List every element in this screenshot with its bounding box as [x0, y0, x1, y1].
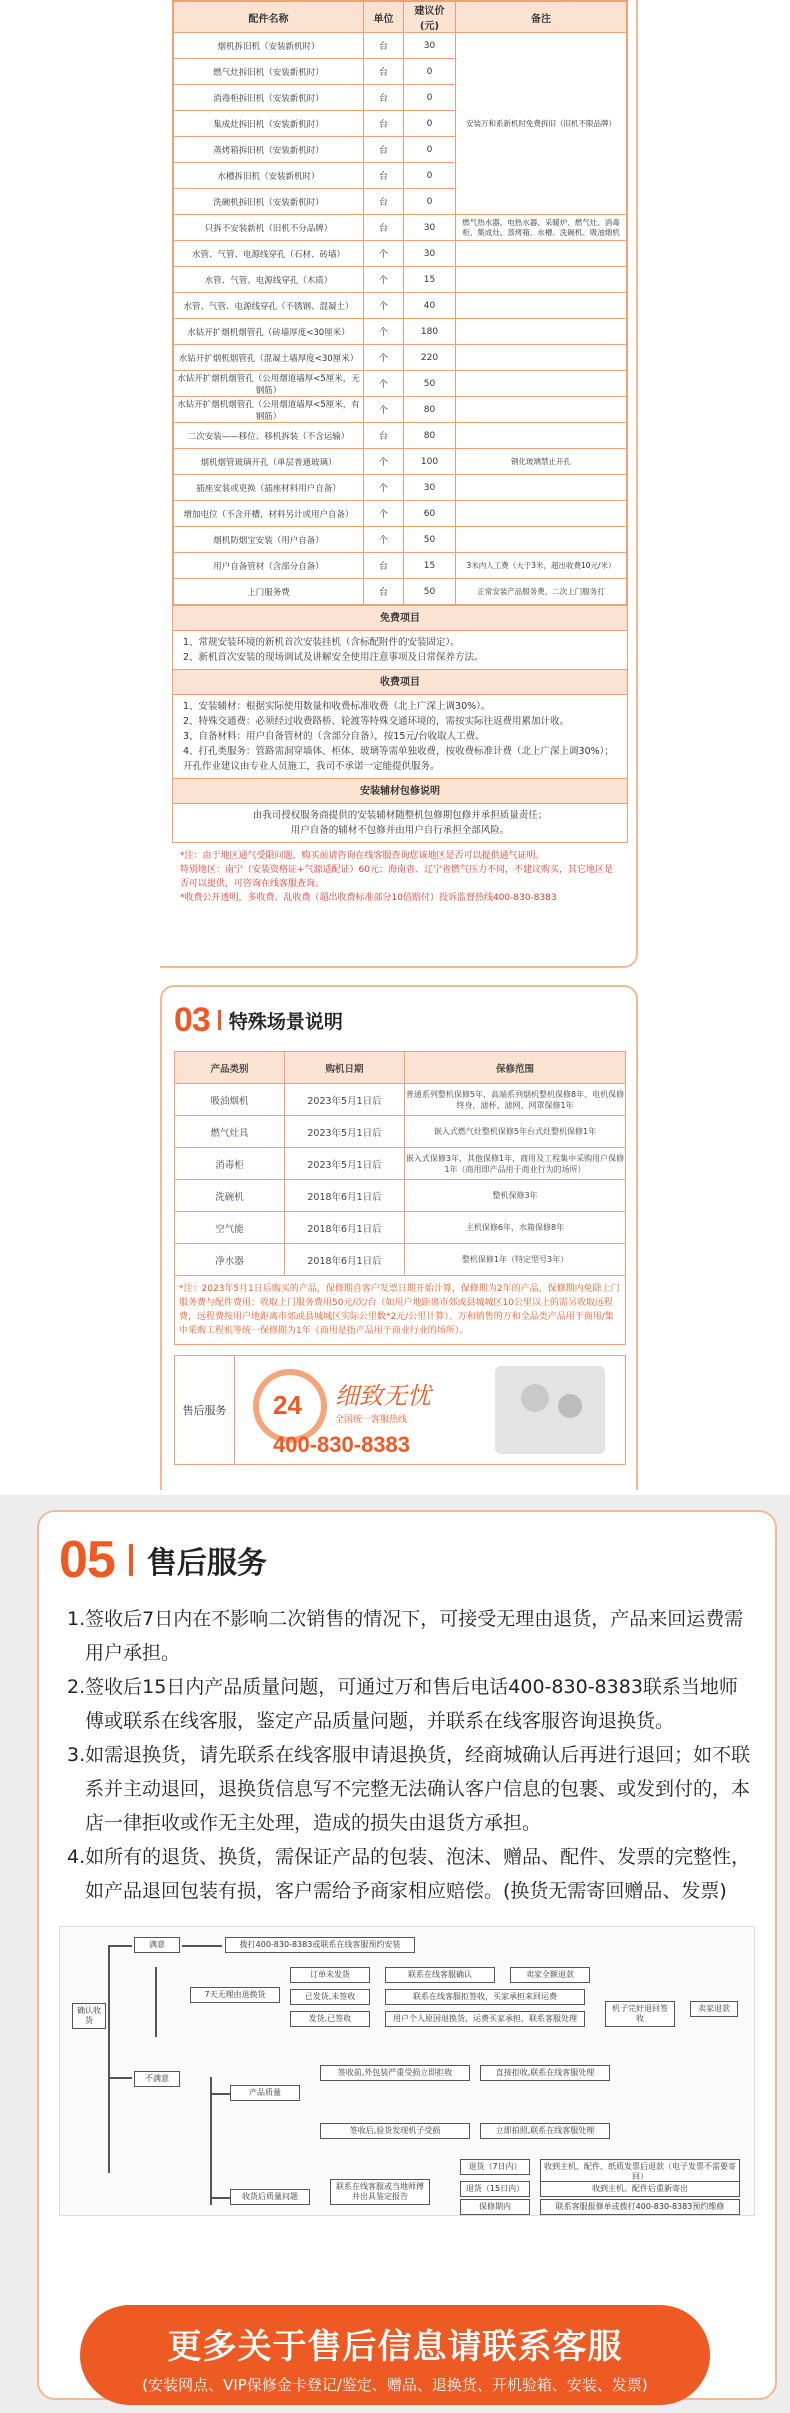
- cta-title: 更多关于售后信息请联系客服: [167, 2327, 623, 2367]
- fee-cell-unit: 个: [364, 371, 404, 397]
- fee-cell-name: 集成灶拆旧机（安装新机时）: [174, 111, 364, 137]
- paid-line: 4、打孔类服务：管路需洞穿墙体、柜体、玻璃等需单独收费，按收费标准计费（北上广深上调30%）；开孔作业建议由专业人员施工，我司不承诺一定能提供服务。: [183, 746, 614, 772]
- fee-cell-unit: 个: [364, 319, 404, 345]
- warranty-line: 由我司授权服务商提供的安装辅材随整机包修期包修并承担质量责任；: [252, 810, 548, 821]
- flow-shipped: 已发货,未签收: [290, 1989, 370, 2005]
- fee-cell-name: 烟机拆旧机（安装新机时）: [174, 33, 364, 59]
- after-sale-item: 4.如所有的退货、换货，需保证产品的包装、泡沫、赠品、配件、发票的完整性，如产品退回包装有损，客户需给予商家相应赔偿。(换货无需寄回赠品、发票): [67, 1846, 751, 1902]
- fee-cell-name: 烟机防烟宝安装（用户自备）: [174, 527, 364, 553]
- flow-contact-cs: 联系在线客服确认: [385, 1967, 495, 1983]
- scene-range: 主机保修6年，水箱保修8年: [405, 1212, 626, 1244]
- scene-category: 吸油烟机: [175, 1084, 285, 1116]
- fee-header-name: 配件名称: [174, 2, 364, 33]
- fee-cell-price: 0: [404, 111, 456, 137]
- fee-cell-name: 水钻开扩烟机烟管孔（公用烟道墙厚<5厘米，无钢筋）: [174, 371, 364, 397]
- scene-note-text: *注：2023年5月1日后购买的产品，保修期自客户发票日期开始计算，保修期为2年的产品，保修期内免除上门服务费与配件费用；收取上门服务费用50元/次/台（如用户地距离市郊或县城城区10公里以上的需另收取远程费，远程费按用户地距离市郊或县城城区实际公里数*2元/公里计算）。万和销售的万和全品类产品用于商用/集中采购工程机等统一保修期为1年（商用是指产品用于商业行业的场所）。: [179, 1284, 620, 1336]
- after-sale-flowchart: [59, 1926, 755, 2216]
- scene-row: [175, 1084, 626, 1116]
- flow-photo: 立即拍照,联系在线客服处理: [480, 2123, 610, 2139]
- fee-table-wrapper: [172, 0, 628, 843]
- fee-cell-note: 燃气热水器、电热水器、采暖炉、燃气灶、消毒柜、集成灶、蒸烤箱、水槽、洗碗机、吸油烟机: [456, 215, 627, 241]
- fee-cell-price: 15: [404, 267, 456, 293]
- fee-cell-note: 3米内人工费（大于3米，超出收费10元/米）: [456, 553, 627, 579]
- fee-row: [174, 33, 627, 59]
- fee-cell-name: 上门服务费: [174, 579, 364, 605]
- fee-cell-note: 安装万和系新机时免费拆旧（旧机不限品牌）: [456, 33, 627, 215]
- flow-direct-reject: 直接拒收,联系在线客服处理: [480, 2065, 610, 2081]
- fee-cell-name: 蒸烤箱拆旧机（安装新机时）: [174, 137, 364, 163]
- flow-unsatisfied: 不满意: [134, 2071, 180, 2087]
- fee-row: [174, 215, 627, 241]
- section-5-title: [59, 1528, 755, 1592]
- flow-exchange-desc: 收到主机、配件后重新寄出: [540, 2181, 740, 2197]
- fee-cell-unit: 个: [364, 475, 404, 501]
- fee-cell-unit: 个: [364, 267, 404, 293]
- fee-cell-note: [456, 371, 627, 397]
- flow-satisfied: 满意: [134, 1937, 180, 1953]
- fee-cell-name: 二次安装——移位、移机拆装（不含运输）: [174, 423, 364, 449]
- service-photo-person: [558, 1394, 582, 1418]
- flow-connector: [210, 2093, 230, 2095]
- free-section-title: 免费项目: [173, 605, 627, 631]
- flow-order-unshipped: 订单未发货: [290, 1967, 370, 1983]
- scene-date: 2023年5月1日后: [285, 1116, 405, 1148]
- scene-range: 嵌入式燃气灶整机保修5年台式灶整机保修1年: [405, 1116, 626, 1148]
- flow-warranty-desc: 联系客服报修单或拨打400-830-8383预约维修: [540, 2199, 740, 2215]
- fee-cell-note: [456, 319, 627, 345]
- after-sale-item: 2.签收后15日内产品质量问题，可通过万和售后电话400-830-8383联系当地师傅或联系在线客服，鉴定产品质量问题，并联系在线客服咨询退换货。: [67, 1676, 738, 1732]
- fee-cell-price: 50: [404, 527, 456, 553]
- flow-connector: [108, 1945, 132, 1947]
- after-sale-item: 3.如需退换货，请先联系在线客服申请退换货，经商城确认后再进行退回；如不联系并主动退回，退换货信息写不完整无法确认客户信息的包裹、或发到付的，本店一律拒收或作无主处理，造成的损失由退货方承担。: [67, 1744, 751, 1834]
- hotline-graphic: [235, 1356, 625, 1464]
- fee-cell-name: 水管、气管、电源线穿孔（石材、砖墙）: [174, 241, 364, 267]
- fee-cell-name: 燃气灶拆旧机（安装新机时）: [174, 59, 364, 85]
- fee-cell-price: 0: [404, 163, 456, 189]
- flow-connector: [108, 1945, 110, 2173]
- free-line: 2、新机首次安装的现场调试及讲解安全使用注意事项及日常保养方法。: [183, 652, 484, 663]
- scene-category: 洗碗机: [175, 1180, 285, 1212]
- title-divider: [218, 1010, 221, 1030]
- hotline-24: 24: [273, 1390, 302, 1420]
- scene-range: 整机保修3年: [405, 1180, 626, 1212]
- flow-user-return: 用户个人原因退换货，运费买家承担，联系客服处理: [385, 2011, 585, 2027]
- flow-inspect-ok: 机子完好退回签收: [605, 2001, 675, 2027]
- section-number: 05: [59, 1531, 115, 1589]
- fee-cell-note: [456, 501, 627, 527]
- fee-cell-name: 洗碗机拆旧机（安装新机时）: [174, 189, 364, 215]
- fee-header-price: 建议价(元): [404, 2, 456, 33]
- fee-cell-name: 水钻开扩烟机烟管孔（混凝土墙厚度<30厘米）: [174, 345, 364, 371]
- service-label: 售后服务: [175, 1356, 235, 1464]
- section-number: 03: [174, 1000, 210, 1039]
- fee-cell-name: 只拆不安装新机（旧机不分品牌）: [174, 215, 364, 241]
- flow-return-7: 退货（7日内）: [460, 2159, 530, 2175]
- cta-subtitle: (安装网点、VIP保修金卡登记/鉴定、赠品、退换货、开机验箱、安装、发票): [142, 2376, 648, 2394]
- section-title-text: 特殊场景说明: [228, 1010, 343, 1033]
- fee-cell-note: 正常安装产品服务费，二次上门服务打: [456, 579, 627, 605]
- fee-cell-price: 30: [404, 215, 456, 241]
- fee-header-note: 备注: [456, 2, 627, 33]
- hotline-slogan: 细致无忧: [335, 1382, 431, 1410]
- flow-return-desc: 收到主机、配件、纸质发票后退款（电子发票不需要寄回）: [540, 2159, 740, 2185]
- fee-cell-unit: 个: [364, 501, 404, 527]
- free-section-body: [173, 631, 627, 669]
- flow-seven-day: 7天无理由退换货: [190, 1987, 280, 2003]
- fee-cell-unit: 个: [364, 397, 404, 423]
- fee-row: [174, 475, 627, 501]
- scene-row: [175, 1212, 626, 1244]
- flow-shipped-signed: 发货,已签收: [290, 2011, 370, 2027]
- fee-row: [174, 501, 627, 527]
- flow-quality: 产品质量: [230, 2085, 300, 2101]
- scene-category: 消毒柜: [175, 1148, 285, 1180]
- scene-header: 购机日期: [285, 1052, 405, 1084]
- service-photo-person: [521, 1384, 549, 1412]
- fee-cell-price: 100: [404, 449, 456, 475]
- fee-cell-note: [456, 345, 627, 371]
- scene-category: 空气能: [175, 1212, 285, 1244]
- title-divider: [129, 1544, 133, 1576]
- warranty-line: 用户自备的辅材不包修并由用户自行承担全部风险。: [290, 825, 510, 836]
- service-photo: [495, 1366, 605, 1454]
- fee-cell-price: 50: [404, 579, 456, 605]
- fee-cell-name: 水钻开扩烟机烟管孔（砖墙厚度<30厘米）: [174, 319, 364, 345]
- fee-row: [174, 293, 627, 319]
- fee-cell-price: 15: [404, 553, 456, 579]
- fee-cell-unit: 台: [364, 163, 404, 189]
- scene-table: [174, 1051, 626, 1276]
- fee-table: [173, 1, 627, 605]
- paid-line: 2、特殊交通费：必须经过收费路桥、轮渡等特殊交通环境的，需按实际往返费用累加计收。: [183, 716, 570, 727]
- fee-card: [160, 0, 638, 968]
- fee-row: [174, 579, 627, 605]
- fee-note-special: 特别地区：南宁（安装资格证+气源适配证）60元；海南省、辽宁省燃气压力不同，不建议购买，其它地区是否可以提供，可咨询在线客服查询。: [180, 865, 613, 889]
- fee-cell-price: 30: [404, 241, 456, 267]
- fee-note-line: *收费公开透明，多收费、乱收费（超出收费标准部分10倍赔付）投诉监督热线400-830-8383: [180, 893, 557, 903]
- scene-row: [175, 1116, 626, 1148]
- fee-cell-unit: 个: [364, 449, 404, 475]
- flow-contact-repair: 联系在线客服或当地师傅并出具鉴定报告: [330, 2179, 430, 2205]
- flow-call-repair: 拨打400-830-8383或联系在线客服预约安装: [225, 1937, 415, 1953]
- after-sale-card: [37, 1510, 777, 2400]
- fee-cell-note: [456, 293, 627, 319]
- hotline-sub: 全国统一客服热线: [335, 1415, 408, 1425]
- fee-note-line: [180, 863, 620, 891]
- fee-cell-unit: 台: [364, 137, 404, 163]
- warranty-section-body: [173, 804, 627, 842]
- fee-row: [174, 319, 627, 345]
- fee-row: [174, 397, 627, 423]
- fee-row: [174, 449, 627, 475]
- fee-cell-unit: 台: [364, 215, 404, 241]
- flow-connector: [182, 1945, 222, 1947]
- flow-connector: [210, 2197, 230, 2199]
- fee-cell-unit: 台: [364, 33, 404, 59]
- flow-refuse-sign: 联系在线客服拒签收，买家承担来回运费: [385, 1989, 585, 2005]
- scene-header: 产品类别: [175, 1052, 285, 1084]
- section-title-text: 售后服务: [146, 1546, 267, 1581]
- fee-notes: [172, 843, 628, 911]
- scene-range: 整机保修1年（特定型号3年）: [405, 1244, 626, 1276]
- fee-row: [174, 267, 627, 293]
- flow-signed-found: 签收后,验货发现机子受损: [320, 2123, 470, 2139]
- fee-cell-unit: 个: [364, 527, 404, 553]
- scene-range: 嵌入式保修3年，其他保修1年，商用及工程集中采购用户保修1年（商用即产品用于商业行为的场所）: [405, 1148, 626, 1180]
- scene-row: [175, 1244, 626, 1276]
- fee-cell-note: [456, 475, 627, 501]
- fee-row: [174, 241, 627, 267]
- fee-cell-unit: 个: [364, 241, 404, 267]
- fee-cell-unit: 台: [364, 189, 404, 215]
- fee-cell-note: [456, 267, 627, 293]
- fee-row: [174, 371, 627, 397]
- special-scene-card: [160, 985, 638, 1490]
- fee-cell-name: 用户自备管材（含部分自备）: [174, 553, 364, 579]
- fee-cell-unit: 台: [364, 423, 404, 449]
- fee-row: [174, 345, 627, 371]
- scene-date: 2023年5月1日后: [285, 1148, 405, 1180]
- warranty-section-title: 安装辅材包修说明: [173, 778, 627, 804]
- scene-header: 保修范围: [405, 1052, 626, 1084]
- scene-range: 普通系列整机保修5年，高端系列烟机整机保修8年、电机保修终身，滤杯、滤网、网罩保修1年: [405, 1084, 626, 1116]
- fee-cell-price: 30: [404, 33, 456, 59]
- fee-cell-note: [456, 527, 627, 553]
- scene-note: [174, 1276, 626, 1345]
- fee-cell-unit: 台: [364, 579, 404, 605]
- fee-cell-price: 0: [404, 59, 456, 85]
- fee-cell-name: 烟机烟管玻璃开孔（单层普通玻璃）: [174, 449, 364, 475]
- fee-row: [174, 527, 627, 553]
- after-sale-list: [59, 1602, 755, 1908]
- fee-cell-name: 插座安装或更换（插座材料用户自备）: [174, 475, 364, 501]
- paid-line: 1、安装辅材：根据实际使用数量和收费标准收费（北上广深上调30%）。: [183, 701, 491, 712]
- paid-line: 3、自备材料：用户自备管材的（含部分自备），按15元/台收取人工费。: [183, 731, 485, 742]
- fee-cell-note: [456, 397, 627, 423]
- fee-cell-unit: 个: [364, 293, 404, 319]
- flow-connector: [108, 2077, 132, 2079]
- fee-cell-name: 水槽拆旧机（安装新机时）: [174, 163, 364, 189]
- fee-cell-price: 0: [404, 85, 456, 111]
- fee-cell-price: 0: [404, 137, 456, 163]
- fee-cell-price: 60: [404, 501, 456, 527]
- fee-cell-name: 水管、气管、电源线穿孔（木质）: [174, 267, 364, 293]
- fee-cell-name: 增加电位（不含开槽，材料另计或用户自备）: [174, 501, 364, 527]
- scene-category: 燃气灶具: [175, 1116, 285, 1148]
- flow-seller-refund: 卖家全额退款: [510, 1967, 590, 1983]
- fee-row: [174, 423, 627, 449]
- flow-post-sale: 收货后质量问题: [230, 2189, 310, 2205]
- fee-cell-note: [456, 423, 627, 449]
- fee-cell-price: 30: [404, 475, 456, 501]
- flow-confirm: 确认收货: [72, 2003, 106, 2029]
- fee-row: [174, 553, 627, 579]
- fee-cell-price: 50: [404, 371, 456, 397]
- hotline-box: [174, 1355, 626, 1465]
- fee-cell-unit: 台: [364, 553, 404, 579]
- fee-cell-price: 80: [404, 397, 456, 423]
- paid-section-title: 收费项目: [173, 669, 627, 695]
- fee-cell-unit: 台: [364, 85, 404, 111]
- fee-cell-name: 水管、气管、电源线穿孔（不锈钢、混凝土）: [174, 293, 364, 319]
- scene-date: 2023年5月1日后: [285, 1084, 405, 1116]
- contact-cs-banner[interactable]: [80, 2305, 710, 2405]
- fee-cell-unit: 台: [364, 111, 404, 137]
- scene-row: [175, 1180, 626, 1212]
- hotline-number: 400-830-8383: [273, 1432, 411, 1457]
- fee-cell-price: 80: [404, 423, 456, 449]
- flow-connector: [210, 2077, 212, 2205]
- fee-cell-unit: 个: [364, 345, 404, 371]
- fee-cell-price: 40: [404, 293, 456, 319]
- fee-cell-price: 0: [404, 189, 456, 215]
- fee-cell-unit: 台: [364, 59, 404, 85]
- scene-row: [175, 1148, 626, 1180]
- flow-exchange-15: 退货（15日内）: [460, 2181, 530, 2197]
- scene-date: 2018年6月1日后: [285, 1244, 405, 1276]
- scene-date: 2018年6月1日后: [285, 1212, 405, 1244]
- fee-note-line: *注：由于地区通气受限问题，购买前请咨询在线客服查询您该地区是否可以提供通气证明。: [180, 851, 545, 861]
- fee-header-unit: 单位: [364, 2, 404, 33]
- flow-connector: [155, 1967, 157, 2037]
- scene-category: 净水器: [175, 1244, 285, 1276]
- fee-cell-price: 180: [404, 319, 456, 345]
- fee-cell-price: 220: [404, 345, 456, 371]
- free-line: 1、常规安装环境的新机首次安装挂机（含标配附件的安装固定）。: [183, 637, 460, 648]
- fee-cell-note: 钢化玻璃禁止开孔: [456, 449, 627, 475]
- fee-cell-note: [456, 241, 627, 267]
- section-3-title: [174, 997, 626, 1043]
- after-sale-item: 1.签收后7日内在不影响二次销售的情况下，可接受无理由退货，产品来回运费需用户承担。: [67, 1608, 744, 1664]
- scene-date: 2018年6月1日后: [285, 1180, 405, 1212]
- flow-warranty: 保修期内: [460, 2199, 530, 2215]
- paid-section-body: [173, 695, 627, 778]
- hotline-banner: [235, 1356, 625, 1464]
- fee-cell-name: 消毒柜拆旧机（安装新机时）: [174, 85, 364, 111]
- flow-signed-damage: 签收前,外包装严重受损立即拒收: [320, 2065, 470, 2081]
- fee-cell-name: 水钻开扩烟机烟管孔（公用烟道墙厚<5厘米，有钢筋）: [174, 397, 364, 423]
- flow-seller-refund-2: 卖家退款: [690, 2001, 738, 2017]
